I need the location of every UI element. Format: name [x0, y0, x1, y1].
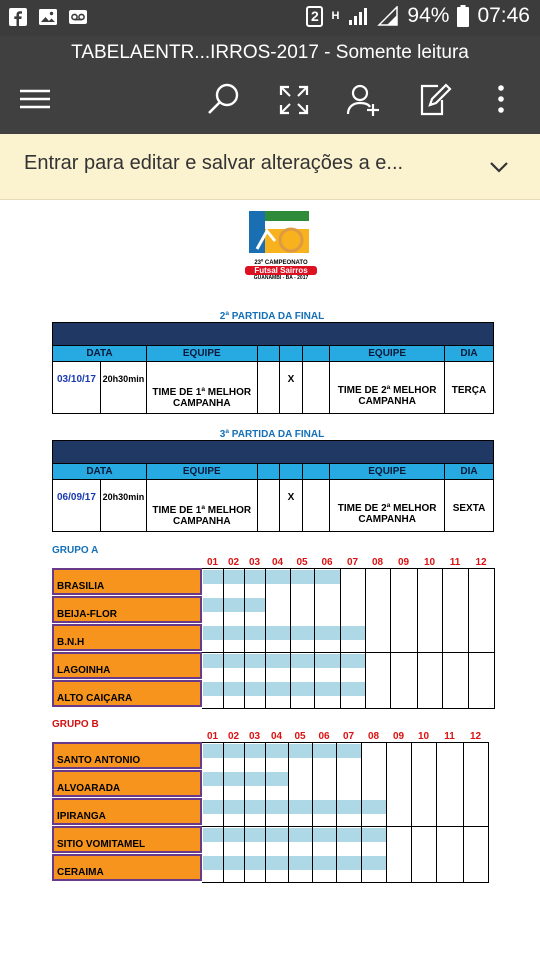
round-number: 05	[294, 731, 306, 742]
grid-line	[494, 568, 495, 708]
signal-icon	[347, 6, 369, 26]
round-number: 12	[469, 731, 482, 742]
col-team1: EQUIPE	[146, 346, 257, 362]
grid-line	[202, 826, 489, 827]
result-cell-filled	[203, 570, 223, 584]
status-bar	[0, 0, 540, 36]
grid-line	[442, 568, 443, 708]
edit-info-bar[interactable]	[0, 134, 540, 200]
result-cell-filled	[203, 772, 223, 786]
grid-line	[411, 742, 412, 882]
col-team2: EQUIPE	[330, 464, 445, 480]
match-time: 20h30min	[100, 362, 146, 414]
grid-line	[417, 568, 418, 708]
grid-line	[202, 882, 489, 883]
result-cell-filled	[266, 626, 290, 640]
match-3-title: 3ª PARTIDA DA FINAL	[219, 429, 325, 440]
result-cell-filled	[289, 828, 312, 842]
result-cell-filled	[224, 772, 244, 786]
grid-line	[223, 568, 224, 708]
result-cell-filled	[224, 598, 244, 612]
team-name-cell: ALVOARADA	[52, 770, 202, 797]
voicemail-icon	[68, 7, 88, 27]
result-cell-filled	[291, 682, 314, 696]
result-cell-filled	[245, 856, 265, 870]
document-page[interactable]	[0, 201, 540, 960]
match-team1: TIME DE 1ª MELHOR CAMPANHA	[146, 362, 257, 414]
result-cell-filled	[291, 570, 314, 584]
grid-line	[336, 742, 337, 882]
grid-line	[288, 742, 289, 882]
col-team1: EQUIPE	[146, 464, 257, 480]
result-cell-filled	[315, 682, 340, 696]
result-cell-filled	[341, 626, 365, 640]
add-person-icon[interactable]	[345, 82, 381, 118]
result-cell-filled	[315, 570, 340, 584]
result-cell-filled	[266, 828, 288, 842]
result-cell-filled	[362, 828, 386, 842]
result-cell-filled	[224, 800, 244, 814]
round-number: 12	[475, 557, 487, 568]
grid-line	[386, 742, 387, 882]
grid-line	[463, 742, 464, 882]
result-cell-filled	[203, 800, 223, 814]
logo-line-1: 23º CAMPEONATO	[254, 260, 308, 266]
navy-header-row	[53, 323, 494, 346]
logo-line-3: GUANAMBI - BA - 2017	[253, 275, 309, 281]
grid-line	[290, 568, 291, 708]
more-icon[interactable]	[483, 82, 519, 118]
team-name-cell: CERAIMA	[52, 854, 202, 881]
team-name-cell: BEIJA-FLOR	[52, 596, 202, 623]
match-vs: X	[279, 480, 303, 532]
result-cell-filled	[341, 654, 365, 668]
result-cell-filled	[266, 654, 290, 668]
match-vs: X	[279, 362, 303, 414]
result-cell-filled	[337, 856, 361, 870]
result-cell-filled	[224, 626, 244, 640]
result-cell-filled	[245, 828, 265, 842]
expand-icon[interactable]	[276, 82, 312, 118]
result-cell-filled	[289, 856, 312, 870]
grid-line	[244, 568, 245, 708]
result-cell-filled	[245, 570, 265, 584]
grid-line	[202, 742, 489, 743]
chevron-down-icon[interactable]	[488, 156, 510, 178]
round-number: 05	[296, 557, 308, 568]
result-cell-filled	[224, 856, 244, 870]
result-cell-filled	[313, 744, 336, 758]
round-number: 06	[318, 731, 330, 742]
match-date: 06/09/17	[53, 480, 101, 532]
app-bar	[0, 36, 540, 134]
sim-badge: 2	[306, 6, 323, 27]
team-name-cell: SITIO VOMITAMEL	[52, 826, 202, 853]
round-number: 03	[248, 557, 261, 568]
logo-graphic-icon	[245, 209, 317, 255]
grid-line	[365, 568, 366, 708]
grid-line	[361, 742, 362, 882]
col-team2: EQUIPE	[330, 346, 445, 362]
result-cell-filled	[203, 626, 223, 640]
match-time: 20h30min	[100, 480, 146, 532]
team-name-cell: IPIRANGA	[52, 798, 202, 825]
result-cell-filled	[266, 856, 288, 870]
result-cell-filled	[313, 828, 336, 842]
result-cell-filled	[266, 744, 288, 758]
match-day: SEXTA	[445, 480, 494, 532]
round-number: 06	[321, 557, 333, 568]
result-cell-filled	[203, 828, 223, 842]
result-cell-filled	[245, 800, 265, 814]
result-cell-filled	[341, 682, 365, 696]
result-cell-filled	[313, 800, 336, 814]
round-number: 09	[392, 731, 405, 742]
team-name-cell: BRASILIA	[52, 568, 202, 595]
championship-logo	[245, 209, 317, 279]
image-icon	[38, 7, 58, 27]
grid-line	[265, 742, 266, 882]
round-number: 08	[371, 557, 384, 568]
grid-line	[244, 742, 245, 882]
round-number: 10	[423, 557, 436, 568]
grid-line	[265, 568, 266, 708]
result-cell-filled	[245, 654, 265, 668]
team-name-cell: LAGOINHA	[52, 652, 202, 679]
match-day: TERÇA	[445, 362, 494, 414]
round-number: 11	[449, 557, 461, 568]
match-team2: TIME DE 2ª MELHOR CAMPANHA	[330, 362, 445, 414]
grid-line	[223, 742, 224, 882]
battery-icon	[457, 5, 469, 27]
result-cell-filled	[245, 744, 265, 758]
team-name-cell: SANTO ANTONIO	[52, 742, 202, 769]
signal-icon-2	[377, 6, 399, 26]
round-number: 07	[342, 731, 355, 742]
match-team1: TIME DE 1ª MELHOR CAMPANHA	[146, 480, 257, 532]
round-number: 11	[444, 731, 455, 742]
result-cell-filled	[245, 598, 265, 612]
facebook-icon	[8, 7, 28, 27]
result-cell-filled	[245, 682, 265, 696]
grid-line	[340, 568, 341, 708]
round-number: 03	[248, 731, 261, 742]
team-name-cell: B.N.H	[52, 624, 202, 651]
match-date: 03/10/17	[53, 362, 101, 414]
result-cell-filled	[224, 654, 244, 668]
grid-line	[202, 708, 495, 709]
result-cell-filled	[315, 626, 340, 640]
edit-icon[interactable]	[416, 82, 452, 118]
result-cell-filled	[203, 744, 223, 758]
result-cell-filled	[362, 800, 386, 814]
grid-line	[312, 742, 313, 882]
result-cell-filled	[245, 626, 265, 640]
result-cell-filled	[291, 626, 314, 640]
round-number: 01	[206, 731, 219, 742]
round-number: 01	[206, 557, 219, 568]
round-number: 10	[417, 731, 430, 742]
grid-line	[488, 742, 489, 882]
round-number: 04	[271, 557, 284, 568]
result-cell-filled	[224, 828, 244, 842]
col-day: DIA	[445, 464, 494, 480]
grid-line	[202, 652, 495, 653]
result-cell-filled	[203, 654, 223, 668]
result-cell-filled	[203, 598, 223, 612]
document-title: TABELAENTR...IRROS-2017 - Somente leitura	[71, 42, 469, 63]
group-b-title: GRUPO B	[52, 719, 99, 730]
match-3-table	[52, 440, 494, 532]
logo-line-2: Futsal Sairros	[245, 266, 317, 275]
result-cell-filled	[315, 654, 340, 668]
result-cell-filled	[289, 800, 312, 814]
group-a-title: GRUPO A	[52, 545, 99, 556]
result-cell-filled	[291, 654, 314, 668]
col-date: DATA	[53, 346, 147, 362]
result-cell-filled	[224, 744, 244, 758]
result-cell-filled	[266, 800, 288, 814]
result-cell-filled	[313, 856, 336, 870]
result-cell-filled	[337, 800, 361, 814]
team-name-cell: ALTO CAIÇARA	[52, 680, 202, 707]
round-number: 02	[227, 731, 240, 742]
network-type: H	[331, 10, 340, 22]
navy-header-row	[53, 441, 494, 464]
result-cell-filled	[266, 682, 290, 696]
grid-line	[202, 568, 495, 569]
edit-info-text: Entrar para editar e salvar alterações a e...	[24, 152, 404, 174]
match-2-table	[52, 322, 494, 414]
round-number: 02	[227, 557, 240, 568]
round-number: 09	[397, 557, 410, 568]
result-cell-filled	[362, 856, 386, 870]
result-cell-filled	[337, 744, 361, 758]
battery-percent: 94%	[407, 4, 450, 27]
grid-line	[436, 742, 437, 882]
grid-line	[468, 568, 469, 708]
clock: 07:46	[477, 4, 530, 27]
result-cell-filled	[203, 682, 223, 696]
result-cell-filled	[289, 744, 312, 758]
result-cell-filled	[266, 570, 290, 584]
col-date: DATA	[53, 464, 147, 480]
round-number: 04	[270, 731, 283, 742]
result-cell-filled	[266, 772, 288, 786]
menu-icon[interactable]	[18, 82, 54, 118]
result-cell-filled	[203, 856, 223, 870]
match-team2: TIME DE 2ª MELHOR CAMPANHA	[330, 480, 445, 532]
result-cell-filled	[224, 682, 244, 696]
result-cell-filled	[337, 828, 361, 842]
grid-line	[314, 568, 315, 708]
col-day: DIA	[445, 346, 494, 362]
match-2-title: 2ª PARTIDA DA FINAL	[219, 311, 325, 322]
search-icon[interactable]	[206, 82, 242, 118]
result-cell-filled	[245, 772, 265, 786]
result-cell-filled	[224, 570, 244, 584]
grid-line	[390, 568, 391, 708]
round-number: 08	[367, 731, 380, 742]
round-number: 07	[346, 557, 359, 568]
